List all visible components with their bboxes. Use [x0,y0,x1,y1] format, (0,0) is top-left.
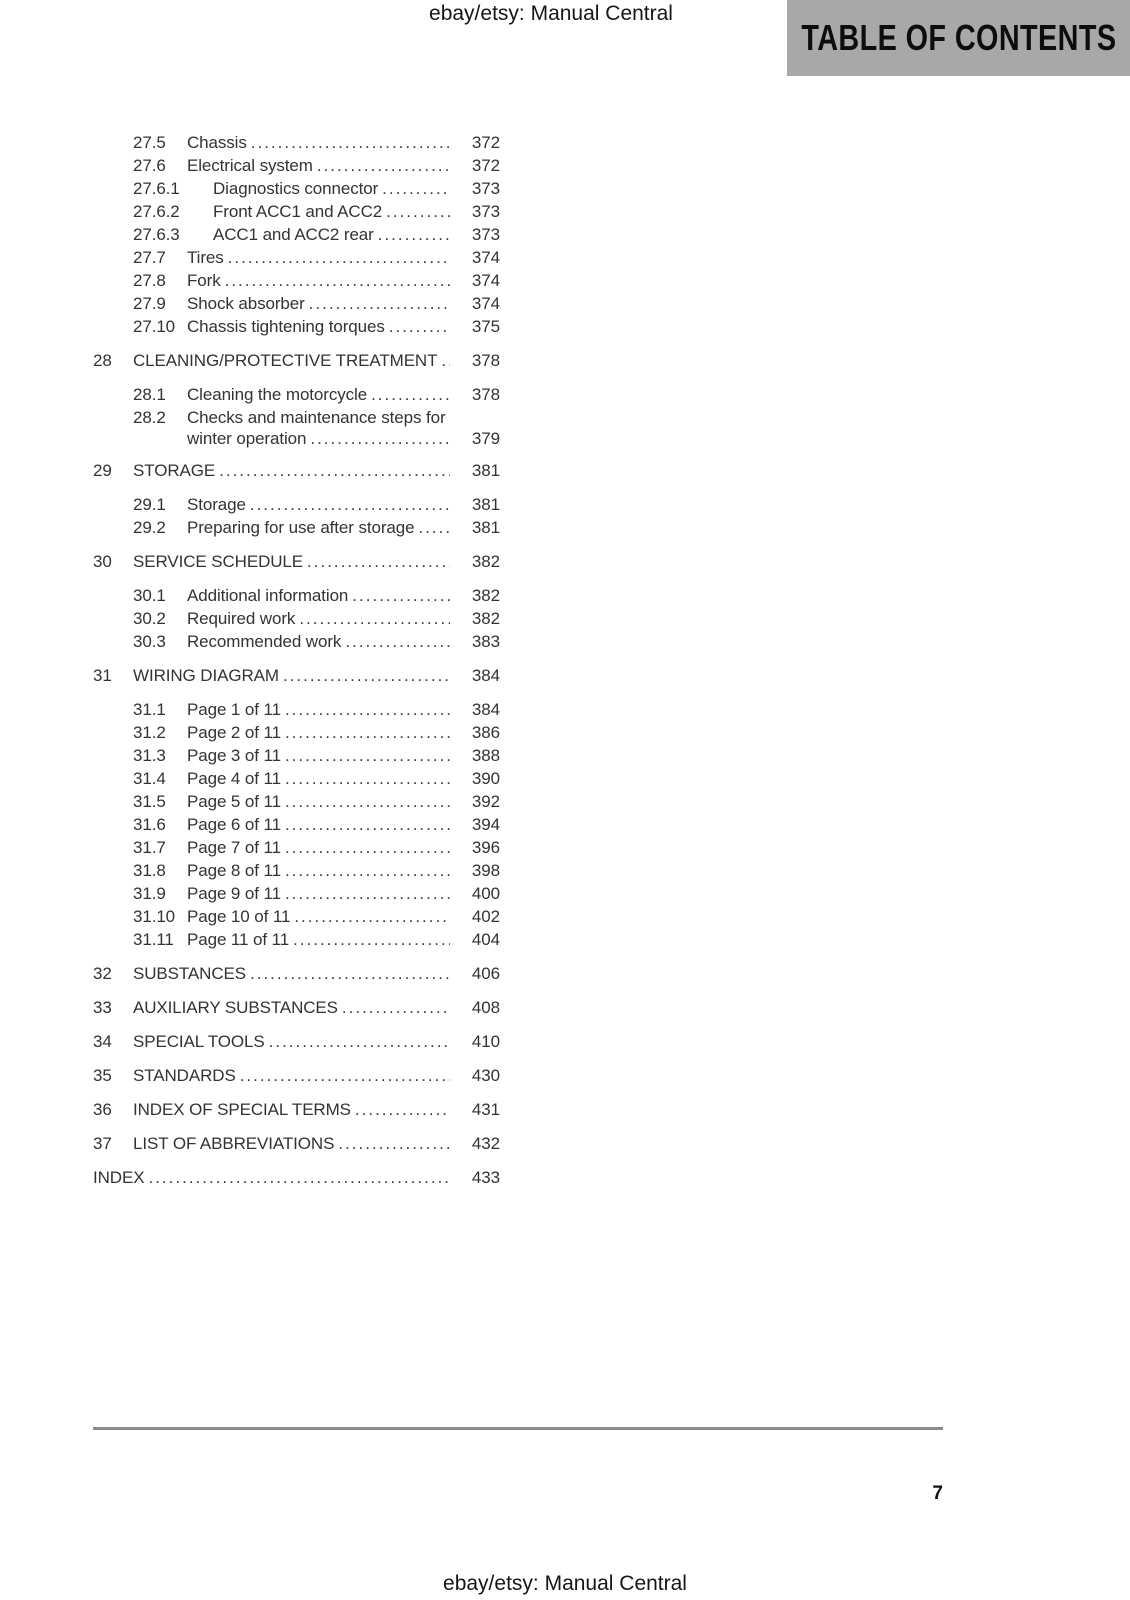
toc-entry-line [133,1098,500,1121]
dot-leader [148,1166,450,1189]
toc-entry-number: 31.6 [133,815,166,834]
toc-entry-number: 32 [93,964,112,983]
toc-entry-title: Diagnostics connector [213,179,379,198]
dot-leader [307,550,450,573]
toc-entry-title: Recommended work [187,632,342,651]
toc-entry-page: 384 [471,700,500,719]
toc-entry-body [187,406,500,448]
toc-entry-page: 378 [471,385,500,404]
toc-entry-number: 28.1 [133,385,166,404]
toc-entry-title: Front ACC1 and ACC2 [213,202,383,221]
dot-leader [285,767,450,790]
toc-entry [93,790,500,813]
toc-entry-number: 30.2 [133,609,166,628]
dot-leader [240,1064,450,1087]
dot-leader [294,905,450,928]
toc-entry-number: 28.2 [133,408,166,427]
dot-leader [352,584,450,607]
toc-entry-title: CLEANING/PROTECTIVE TREATMENT [133,351,438,370]
toc-entry [93,269,500,292]
toc-entry-number: 28 [93,351,112,370]
toc-entry-line [187,859,500,882]
toc-entry-page: 430 [471,1066,500,1085]
toc-entry [93,383,500,406]
toc-entry-page: 374 [471,294,500,313]
toc-entry-title: INDEX [93,1168,145,1187]
toc-entry-title: Preparing for use after storage [187,518,415,537]
toc-entry-line [133,349,500,372]
footer-divider [93,1427,943,1430]
toc-entry-body [187,744,500,767]
toc-entry-title: AUXILIARY SUBSTANCES [133,998,338,1017]
toc-entry-title: SERVICE SCHEDULE [133,552,304,571]
toc-entry [93,584,500,607]
toc-entry-title: Checks and maintenance steps for [187,408,446,427]
toc-entry [93,406,500,448]
page-footer-label: ebay/etsy: Manual Central [443,1572,687,1595]
toc-entry-body [93,1166,500,1189]
toc-entry [93,836,500,859]
table-of-contents-banner [787,0,1130,76]
toc-entry [93,550,500,573]
toc-entry-page: 372 [471,133,500,152]
toc-entry [93,607,500,630]
toc-entry-title: Electrical system [187,156,313,175]
toc-entry-number: 30.3 [133,632,166,651]
toc-entry-page: 374 [471,271,500,290]
toc-entry-number: 30 [93,552,112,571]
toc-entry-title: Page 8 of 11 [187,861,281,880]
dot-leader [317,154,450,177]
toc-entry-title: Page 2 of 11 [187,723,281,742]
dot-leader [228,246,450,269]
toc-entry-number: 36 [93,1100,112,1119]
toc-entry-body [187,383,500,406]
toc-entry-title: Chassis tightening torques [187,317,385,336]
toc-entry [93,698,500,721]
toc-entry-body [187,246,500,269]
toc-entry-page: 373 [471,202,500,221]
toc-entry-title: STORAGE [133,461,216,480]
toc-entry-number: 29.2 [133,518,166,537]
toc-entry [93,996,500,1019]
toc-entry-line [187,292,500,315]
toc-entry-line [187,131,500,154]
toc-entry-page: 398 [471,861,500,880]
toc-entry-number: 27.8 [133,271,166,290]
toc-entry-body [187,584,500,607]
toc-entry-body [187,292,500,315]
toc-entry-body [133,996,500,1019]
dot-leader [378,223,450,246]
dot-leader [285,813,450,836]
toc-entry [93,630,500,653]
toc-entry-number: 27.6.1 [133,179,180,198]
toc-entry-body [213,200,500,223]
toc-entry-line [133,459,500,482]
toc-entry-number: 30.1 [133,586,166,605]
toc-entry-number: 31.9 [133,884,166,903]
dot-leader [371,383,450,406]
toc-entry-title: Required work [187,609,296,628]
toc-entry-title: STANDARDS [133,1066,236,1085]
dot-leader [338,1132,450,1155]
dot-leader [285,790,450,813]
dot-leader [310,429,450,448]
toc-entry-number: 31.2 [133,723,166,742]
dot-leader [250,493,450,516]
dot-leader [382,177,450,200]
toc-entry-line [187,269,500,292]
toc-entry-number: 31.1 [133,700,166,719]
toc-entry-number: 33 [93,998,112,1017]
toc-entry-line [187,429,500,448]
toc-entry [93,177,500,200]
dot-leader [219,459,450,482]
toc-entry-page: 384 [471,666,500,685]
toc-entry-line [187,790,500,813]
toc-entry-page: 373 [471,179,500,198]
toc-entry-number: 29 [93,461,112,480]
toc-entry-title: Fork [187,271,221,290]
toc-entry-page: 375 [471,317,500,336]
toc-entry-title: WIRING DIAGRAM [133,666,279,685]
toc-entry-body [187,767,500,790]
toc-entry-page: 402 [471,907,500,926]
dot-leader [355,1098,450,1121]
dot-leader [250,962,450,985]
toc-entry-title: SPECIAL TOOLS [133,1032,265,1051]
toc-entry-body [187,516,500,539]
toc-entry-line [133,1132,500,1155]
toc-entry-number: 34 [93,1032,112,1051]
table-of-contents-title: TABLE OF CONTENTS [800,17,1117,58]
dot-leader [285,744,450,767]
toc-entry-title-continued: winter operation [187,429,307,448]
toc-entry-page: 433 [471,1168,500,1187]
toc-entry-title: Page 7 of 11 [187,838,281,857]
toc-entry-body [133,962,500,985]
toc-entry-page: 374 [471,248,500,267]
toc-entry-body [187,813,500,836]
dot-leader [386,200,450,223]
toc-entry-line [133,550,500,573]
toc-entry-line [213,200,500,223]
toc-entry-line [187,721,500,744]
toc-entry-body [187,859,500,882]
dot-leader [299,607,450,630]
toc-entry [93,1030,500,1053]
toc-entry-line [133,664,500,687]
toc-entry-title: LIST OF ABBREVIATIONS [133,1134,335,1153]
toc-entry-title: Page 5 of 11 [187,792,281,811]
toc-entry-title: Shock absorber [187,294,305,313]
toc-entry-title: Cleaning the motorcycle [187,385,368,404]
toc-entry [93,905,500,928]
toc-entry-body [187,790,500,813]
toc-entry-number: 27.6.3 [133,225,180,244]
dot-leader [418,516,450,539]
toc-list [93,131,500,1189]
dot-leader [285,836,450,859]
toc-entry-body [187,630,500,653]
toc-entry-body [133,1098,500,1121]
toc-entry-number: 27.6 [133,156,166,175]
dot-leader [283,664,450,687]
toc-entry-page: 373 [471,225,500,244]
toc-entry-line [133,1030,500,1053]
toc-entry-line [187,698,500,721]
toc-entry-page: 396 [471,838,500,857]
dot-leader [225,269,450,292]
dot-leader [285,698,450,721]
toc-entry-line [187,516,500,539]
toc-entry-page: 390 [471,769,500,788]
toc-entry-title: Tires [187,248,224,267]
toc-entry-line [187,584,500,607]
toc-entry-title: Page 10 of 11 [187,907,291,926]
toc-entry-page: 382 [471,586,500,605]
toc-entry [93,223,500,246]
toc-entry-title: Storage [187,495,246,514]
toc-entry [93,813,500,836]
toc-entry-number: 31.3 [133,746,166,765]
toc-entry-line [187,154,500,177]
toc-entry-line [187,383,500,406]
toc-entry-number: 31.11 [133,930,174,949]
toc-entry-number: 35 [93,1066,112,1085]
toc-entry [93,154,500,177]
toc-entry [93,664,500,687]
toc-entry-page: 381 [471,461,500,480]
dot-leader [342,996,450,1019]
toc-entry-body [187,154,500,177]
dot-leader [293,928,450,951]
toc-entry-line [187,836,500,859]
dot-leader [441,349,450,372]
toc-entry-title: SUBSTANCES [133,964,246,983]
page-number: 7 [932,1483,943,1504]
toc-entry-body [187,882,500,905]
toc-entry-line [187,630,500,653]
toc-entry-page: 406 [471,964,500,983]
toc-entry-title: Page 3 of 11 [187,746,281,765]
page-header-label: ebay/etsy: Manual Central [429,2,673,25]
toc-entry-number: 27.6.2 [133,202,180,221]
toc-entry-page: 408 [471,998,500,1017]
toc-entry-body [213,177,500,200]
toc-entry [93,292,500,315]
toc-entry-page: 432 [471,1134,500,1153]
toc-entry [93,1132,500,1155]
toc-entry [93,721,500,744]
toc-entry-line [133,962,500,985]
toc-entry-line [187,493,500,516]
toc-entry-body [187,493,500,516]
toc-entry-body [133,550,500,573]
toc-entry-body [187,836,500,859]
toc-entry-page: 400 [471,884,500,903]
toc-entry-title: Additional information [187,586,349,605]
toc-entry-body [133,349,500,372]
toc-entry-line [187,744,500,767]
dot-leader [389,315,450,338]
toc-entry-title: Page 1 of 11 [187,700,281,719]
toc-entry-body [187,607,500,630]
toc-entry [93,928,500,951]
toc-entry-body [187,131,500,154]
dot-leader [269,1030,450,1053]
toc-entry-number: 27.7 [133,248,166,267]
toc-entry-body [133,1064,500,1087]
toc-entry [93,744,500,767]
toc-entry-line [187,246,500,269]
toc-entry [93,459,500,482]
toc-entry-page: 381 [471,518,500,537]
toc-entry [93,246,500,269]
toc-entry-title: ACC1 and ACC2 rear [213,225,374,244]
toc-entry-title: INDEX OF SPECIAL TERMS [133,1100,351,1119]
toc-entry-line [93,1166,500,1189]
toc-entry-page: 386 [471,723,500,742]
toc-entry [93,962,500,985]
toc-entry-page: 383 [471,632,500,651]
toc-entry-body [133,1030,500,1053]
toc-entry-line [187,315,500,338]
toc-entry [93,315,500,338]
toc-entry-title: Chassis [187,133,247,152]
toc-entry-page: 394 [471,815,500,834]
toc-entry [93,1098,500,1121]
dot-leader [285,882,450,905]
toc-entry-number: 31.4 [133,769,166,788]
toc-entry-line [187,607,500,630]
toc-entry-number: 27.5 [133,133,166,152]
toc-entry-page: 388 [471,746,500,765]
dot-leader [345,630,450,653]
toc-entry-page: 372 [471,156,500,175]
toc-entry-page: 378 [471,351,500,370]
toc-entry-number: 29.1 [133,495,166,514]
toc-entry [93,493,500,516]
toc-entry-body [187,315,500,338]
dot-leader [285,859,450,882]
toc-entry-body [187,269,500,292]
toc-entry [93,1064,500,1087]
toc-entry-title: Page 6 of 11 [187,815,281,834]
toc-entry-title: Page 11 of 11 [187,930,290,949]
toc-entry-number: 31.10 [133,907,176,926]
toc-entry-body [187,928,500,951]
toc-entry [93,767,500,790]
toc-entry [93,859,500,882]
toc-entry [93,1166,500,1189]
toc-entry-body [133,459,500,482]
toc-entry-page: 410 [471,1032,500,1051]
dot-leader [285,721,450,744]
toc-entry-body [133,664,500,687]
toc-entry-body [187,698,500,721]
toc-entry-number: 31.7 [133,838,166,857]
toc-entry-page: 381 [471,495,500,514]
toc-entry-number: 31.5 [133,792,166,811]
toc-entry-body [133,1132,500,1155]
toc-entry-line [213,223,500,246]
toc-entry-page: 392 [471,792,500,811]
toc-entry [93,882,500,905]
dot-leader [309,292,450,315]
toc-entry-line [187,905,500,928]
toc-entry-title: Page 9 of 11 [187,884,281,903]
toc-entry-line [133,1064,500,1087]
toc-entry-page: 382 [471,609,500,628]
toc-entry-line [187,928,500,951]
toc-entry [93,131,500,154]
toc-entry-body [187,721,500,744]
toc-entry-page: 382 [471,552,500,571]
toc-entry-title: Page 4 of 11 [187,769,281,788]
toc-entry-line [187,882,500,905]
toc-entry-body [187,905,500,928]
toc-entry-body [213,223,500,246]
toc-entry [93,349,500,372]
toc-entry-number: 37 [93,1134,112,1153]
toc-entry [93,516,500,539]
toc-entry-number: 27.9 [133,294,166,313]
toc-entry-number: 31 [93,666,112,685]
toc-entry [93,200,500,223]
toc-entry-page: 404 [471,930,500,949]
toc-entry-page: 379 [471,429,500,448]
toc-entry-line [187,813,500,836]
toc-entry-line [133,996,500,1019]
toc-entry-number: 31.8 [133,861,166,880]
toc-entry-page: 431 [471,1100,500,1119]
toc-entry-line [213,177,500,200]
dot-leader [251,131,450,154]
toc-entry-number: 27.10 [133,317,176,336]
toc-entry-line [187,767,500,790]
